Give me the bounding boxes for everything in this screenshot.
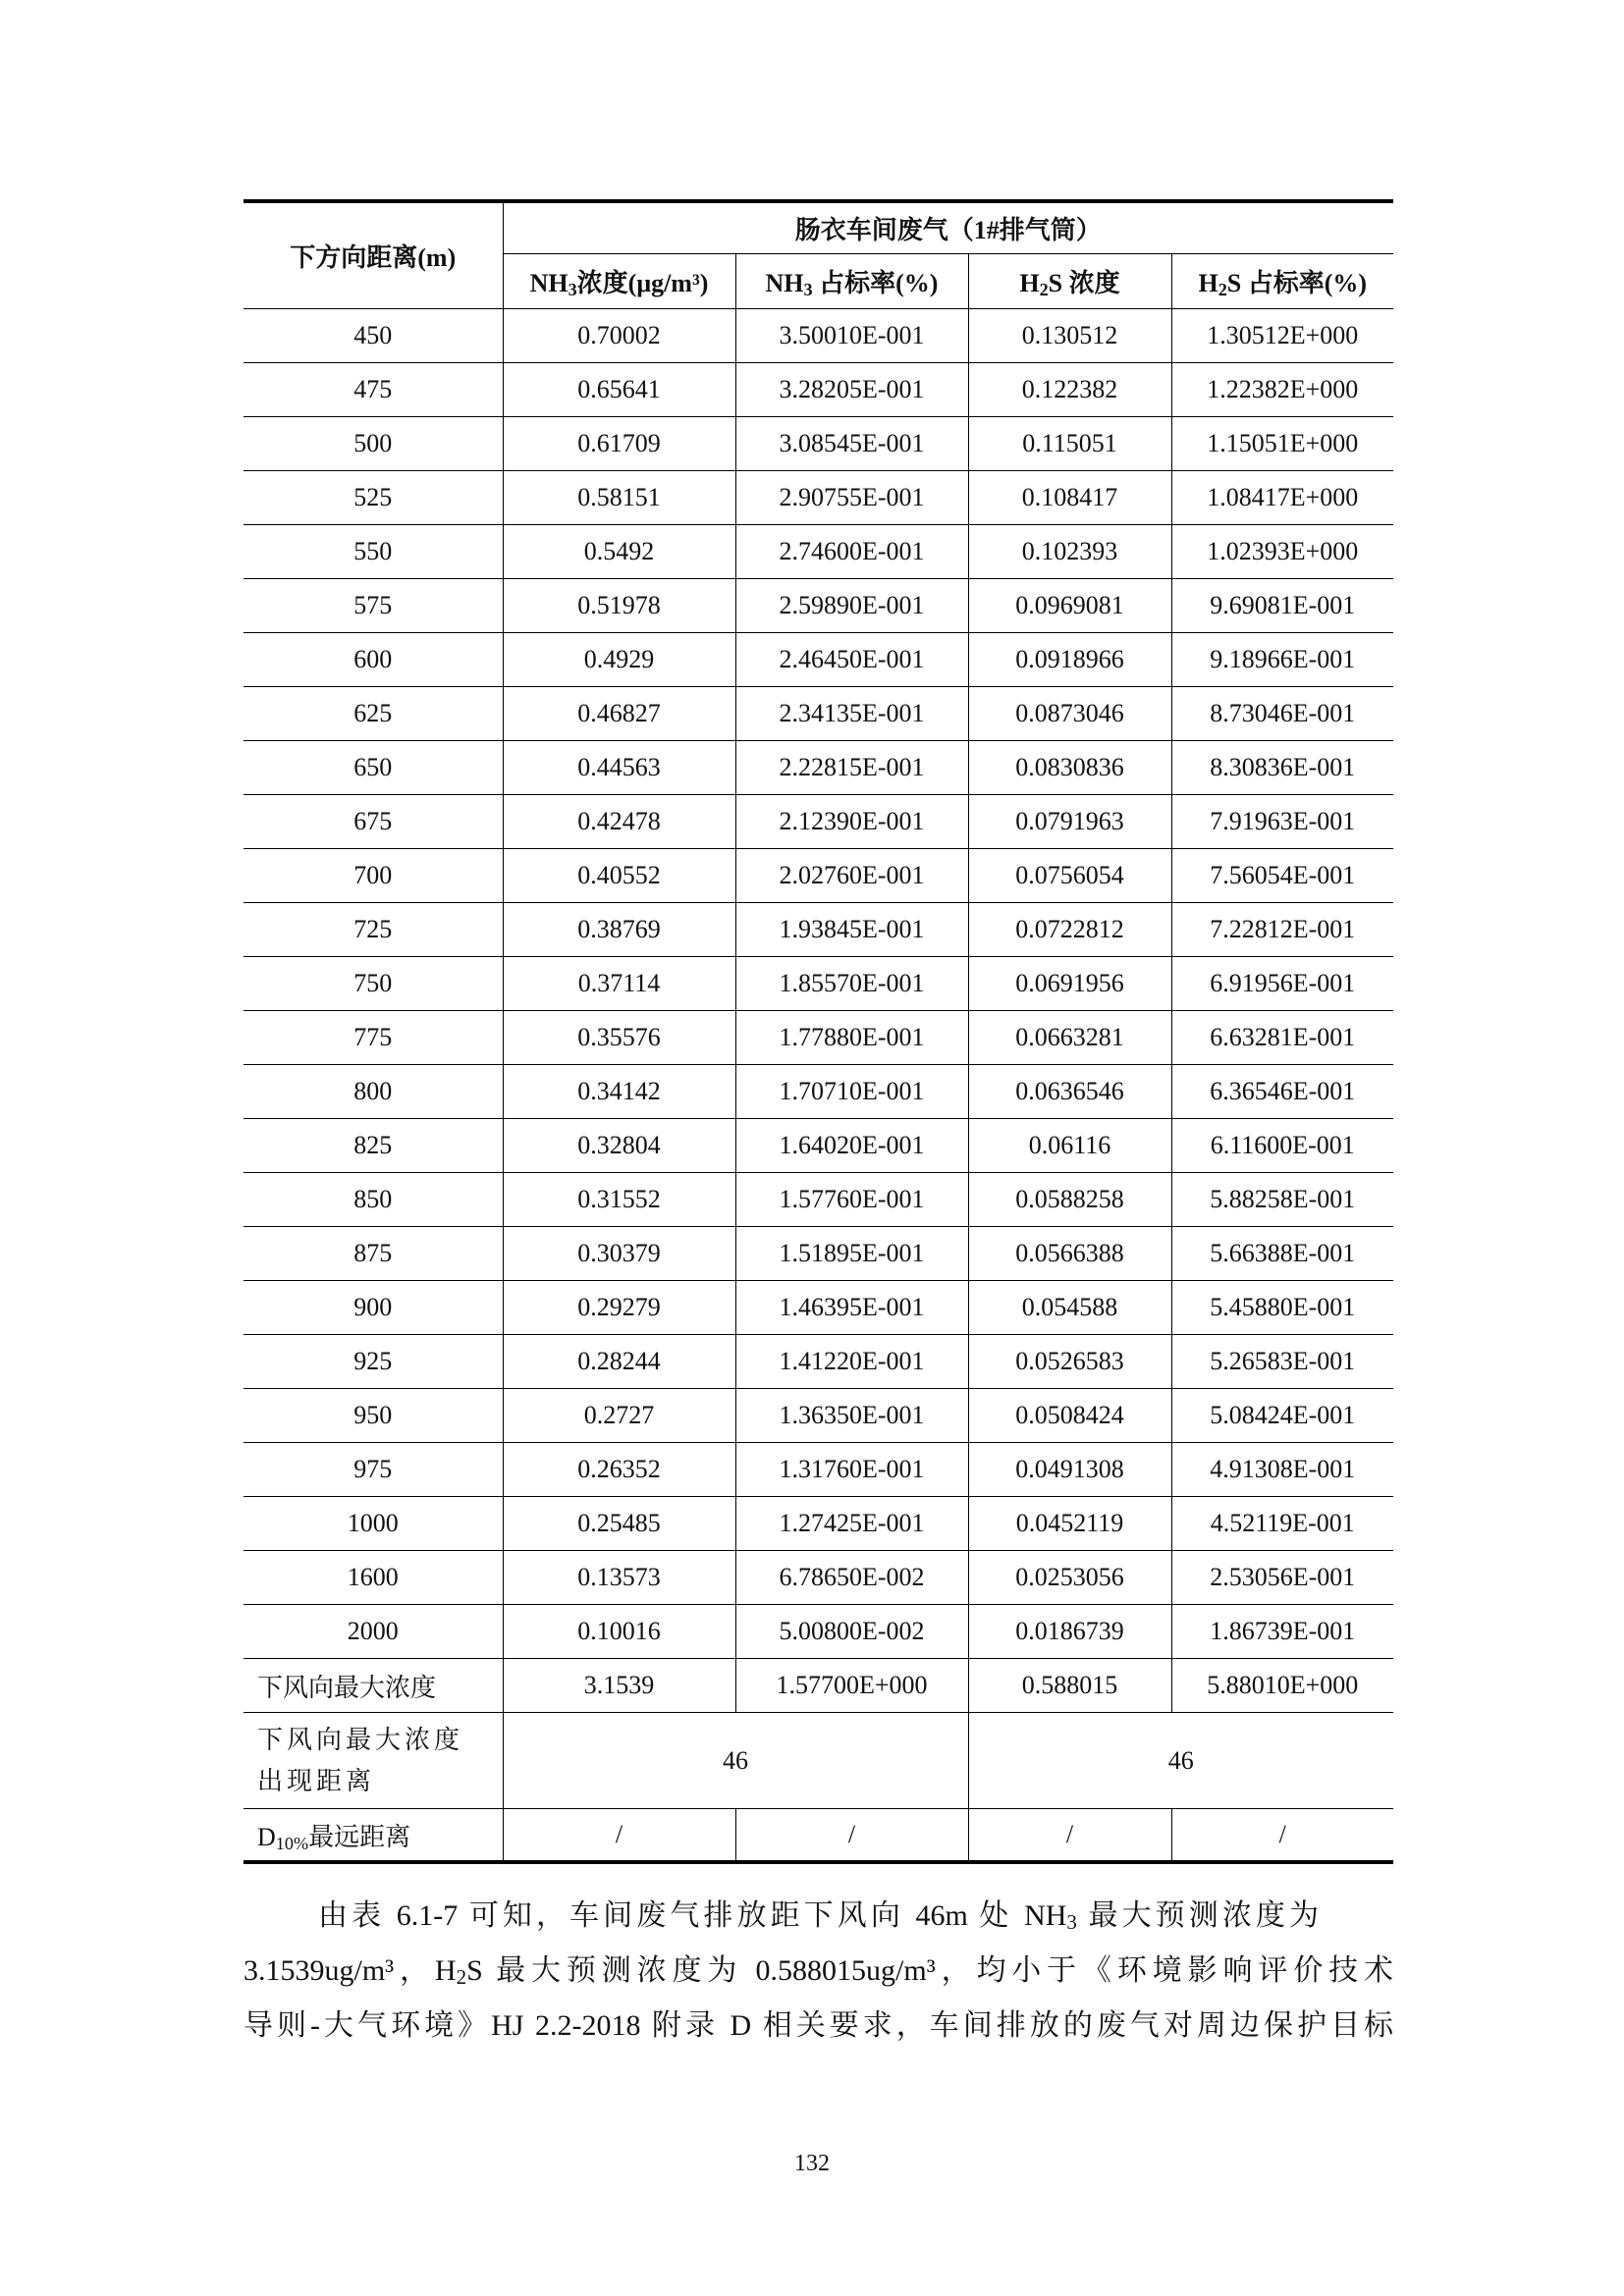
table-row — [244, 1389, 1393, 1443]
h2s-rate-cell: 6.91956E-001 — [1171, 957, 1393, 1011]
distance-cell: 975 — [244, 1443, 503, 1497]
nh3-concentration-cell: 0.32804 — [503, 1119, 735, 1173]
h2s-concentration-cell: 0.0186739 — [968, 1605, 1171, 1659]
h2s-concentration-cell: 0.122382 — [968, 363, 1171, 417]
nh3-concentration-cell: 0.51978 — [503, 579, 735, 633]
h2s-concentration-cell: 0.0526583 — [968, 1335, 1171, 1389]
nh3-concentration-cell: 0.10016 — [503, 1605, 735, 1659]
table-row — [244, 849, 1393, 903]
nh3-concentration-cell: 0.65641 — [503, 363, 735, 417]
nh3-concentration-cell: 0.40552 — [503, 849, 735, 903]
nh3-concentration-cell: 0.25485 — [503, 1497, 735, 1551]
nh3-concentration-cell: 0.42478 — [503, 795, 735, 849]
h2s-rate-cell: 2.53056E-001 — [1171, 1551, 1393, 1605]
header-h2s-rate: $H_2S$ 占标率(%) — [1171, 254, 1393, 309]
max-distance-label: 下风向最大浓度 出现距离 — [244, 1713, 503, 1809]
h2s-concentration-cell: 0.102393 — [968, 525, 1171, 579]
h2s-rate-cell: 6.36546E-001 — [1171, 1065, 1393, 1119]
h2s-rate-cell: 1.22382E+000 — [1171, 363, 1393, 417]
h2s-rate-cell: 1.86739E-001 — [1171, 1605, 1393, 1659]
h2s-concentration-cell: 0.0691956 — [968, 957, 1171, 1011]
nh3-concentration-cell: 0.13573 — [503, 1551, 735, 1605]
h2s-concentration-cell: 0.0491308 — [968, 1443, 1171, 1497]
distance-cell: 625 — [244, 687, 503, 741]
h2s-rate-cell: 5.66388E-001 — [1171, 1227, 1393, 1281]
h2s-rate-cell: 8.73046E-001 — [1171, 687, 1393, 741]
nh3-rate-cell: 2.90755E-001 — [735, 471, 968, 525]
h2s-concentration-cell: 0.0452119 — [968, 1497, 1171, 1551]
header-nh3-rate: $NH_3$ 占标率(%) — [735, 254, 968, 309]
h2s-concentration-cell: 0.0756054 — [968, 849, 1171, 903]
concentration-table — [244, 199, 1393, 1864]
h2s-rate-cell: 4.91308E-001 — [1171, 1443, 1393, 1497]
d10-nh3-rate: / — [735, 1809, 968, 1863]
table-row — [244, 903, 1393, 957]
header-h2s-concentration: $H_2S$ 浓度 — [968, 254, 1171, 309]
d10-nh3-concentration: / — [503, 1809, 735, 1863]
nh3-rate-cell: 2.59890E-001 — [735, 579, 968, 633]
nh3-concentration-cell: 0.28244 — [503, 1335, 735, 1389]
table-row — [244, 1605, 1393, 1659]
nh3-concentration-cell: 0.46827 — [503, 687, 735, 741]
nh3-concentration-cell: 0.44563 — [503, 741, 735, 795]
table-row — [244, 1227, 1393, 1281]
distance-cell: 550 — [244, 525, 503, 579]
table-row — [244, 1173, 1393, 1227]
max-distance-nh3: 46 — [503, 1713, 968, 1809]
nh3-concentration-cell: 0.26352 — [503, 1443, 735, 1497]
h2s-concentration-cell: 0.06116 — [968, 1119, 1171, 1173]
nh3-rate-cell: 2.12390E-001 — [735, 795, 968, 849]
table-row — [244, 1443, 1393, 1497]
nh3-rate-cell: 1.31760E-001 — [735, 1443, 968, 1497]
max-nh3-concentration: 3.1539 — [503, 1659, 735, 1713]
h2s-concentration-cell: 0.130512 — [968, 309, 1171, 363]
table-row — [244, 579, 1393, 633]
table-row — [244, 633, 1393, 687]
h2s-rate-cell: 1.30512E+000 — [1171, 309, 1393, 363]
page-number: 132 — [794, 2151, 830, 2176]
table-row-d10 — [244, 1809, 1393, 1863]
distance-cell: 775 — [244, 1011, 503, 1065]
distance-cell: 725 — [244, 903, 503, 957]
distance-cell: 1600 — [244, 1551, 503, 1605]
table-row — [244, 1551, 1393, 1605]
table-row — [244, 309, 1393, 363]
h2s-rate-cell: 1.08417E+000 — [1171, 471, 1393, 525]
nh3-rate-cell: 1.36350E-001 — [735, 1389, 968, 1443]
h2s-rate-cell: 6.11600E-001 — [1171, 1119, 1393, 1173]
nh3-rate-cell: 1.70710E-001 — [735, 1065, 968, 1119]
h2s-concentration-cell: 0.0253056 — [968, 1551, 1171, 1605]
nh3-rate-cell: 1.64020E-001 — [735, 1119, 968, 1173]
h2s-concentration-cell: 0.0588258 — [968, 1173, 1171, 1227]
nh3-rate-cell: 1.27425E-001 — [735, 1497, 968, 1551]
h2s-rate-cell: 1.02393E+000 — [1171, 525, 1393, 579]
table-row — [244, 471, 1393, 525]
nh3-concentration-cell: 0.58151 — [503, 471, 735, 525]
h2s-rate-cell: 6.63281E-001 — [1171, 1011, 1393, 1065]
h2s-rate-cell: 1.15051E+000 — [1171, 417, 1393, 471]
paragraph-line-3: 导则-大气环境》HJ 2.2-2018 附录 D 相关要求，车间排放的废气对周边保护目标 — [244, 2009, 1393, 2042]
distance-cell: 1000 — [244, 1497, 503, 1551]
table-row — [244, 1335, 1393, 1389]
nh3-rate-cell: 1.51895E-001 — [735, 1227, 968, 1281]
header-nh3-concentration: $NH_3$浓度(μg/m³) — [503, 254, 735, 309]
max-h2s-concentration: 0.588015 — [968, 1659, 1171, 1713]
nh3-rate-cell: 1.46395E-001 — [735, 1281, 968, 1335]
nh3-rate-cell: 1.85570E-001 — [735, 957, 968, 1011]
h2s-concentration-cell: 0.0722812 — [968, 903, 1171, 957]
distance-cell: 800 — [244, 1065, 503, 1119]
h2s-rate-cell: 7.22812E-001 — [1171, 903, 1393, 957]
h2s-rate-cell: 5.08424E-001 — [1171, 1389, 1393, 1443]
nh3-rate-cell: 6.78650E-002 — [735, 1551, 968, 1605]
nh3-rate-cell: 1.57760E-001 — [735, 1173, 968, 1227]
nh3-rate-cell: 2.34135E-001 — [735, 687, 968, 741]
distance-cell: 900 — [244, 1281, 503, 1335]
nh3-rate-cell: 2.02760E-001 — [735, 849, 968, 903]
table-row — [244, 1065, 1393, 1119]
distance-cell: 475 — [244, 363, 503, 417]
table-row — [244, 1281, 1393, 1335]
h2s-concentration-cell: 0.108417 — [968, 471, 1171, 525]
h2s-rate-cell: 7.91963E-001 — [1171, 795, 1393, 849]
h2s-rate-cell: 5.45880E-001 — [1171, 1281, 1393, 1335]
h2s-concentration-cell: 0.0830836 — [968, 741, 1171, 795]
table-row — [244, 687, 1393, 741]
nh3-rate-cell: 5.00800E-002 — [735, 1605, 968, 1659]
distance-cell: 750 — [244, 957, 503, 1011]
table-row — [244, 741, 1393, 795]
nh3-concentration-cell: 0.4929 — [503, 633, 735, 687]
table-row — [244, 1011, 1393, 1065]
distance-cell: 700 — [244, 849, 503, 903]
table-row — [244, 957, 1393, 1011]
table-row — [244, 1497, 1393, 1551]
d10-h2s-concentration: / — [968, 1809, 1171, 1863]
distance-cell: 825 — [244, 1119, 503, 1173]
distance-cell: 600 — [244, 633, 503, 687]
nh3-concentration-cell: 0.35576 — [503, 1011, 735, 1065]
distance-cell: 675 — [244, 795, 503, 849]
distance-cell: 450 — [244, 309, 503, 363]
h2s-concentration-cell: 0.054588 — [968, 1281, 1171, 1335]
nh3-rate-cell: 1.41220E-001 — [735, 1335, 968, 1389]
header-distance: 下方向距离(m) — [244, 201, 503, 309]
h2s-rate-cell: 5.88258E-001 — [1171, 1173, 1393, 1227]
paragraph-line-2: 3.1539ug/m³，$H_2S$ 最大预测浓度为 0.588015ug/m³，均小于《环境影响评价技术 — [244, 1954, 1393, 1989]
distance-cell: 950 — [244, 1389, 503, 1443]
max-h2s-rate: 5.88010E+000 — [1171, 1659, 1393, 1713]
distance-cell: 850 — [244, 1173, 503, 1227]
nh3-concentration-cell: 0.29279 — [503, 1281, 735, 1335]
h2s-rate-cell: 9.18966E-001 — [1171, 633, 1393, 687]
max-concentration-label: 下风向最大浓度 — [244, 1659, 503, 1713]
nh3-concentration-cell: 0.31552 — [503, 1173, 735, 1227]
h2s-concentration-cell: 0.0508424 — [968, 1389, 1171, 1443]
table-row — [244, 1119, 1393, 1173]
distance-cell: 500 — [244, 417, 503, 471]
table-row-max-distance — [244, 1713, 1393, 1809]
header-group: 肠衣车间废气（1#排气筒） — [503, 201, 1393, 254]
nh3-concentration-cell: 0.2727 — [503, 1389, 735, 1443]
distance-cell: 575 — [244, 579, 503, 633]
h2s-rate-cell: 9.69081E-001 — [1171, 579, 1393, 633]
h2s-rate-cell: 5.26583E-001 — [1171, 1335, 1393, 1389]
distance-cell: 925 — [244, 1335, 503, 1389]
h2s-rate-cell: 7.56054E-001 — [1171, 849, 1393, 903]
nh3-concentration-cell: 0.38769 — [503, 903, 735, 957]
nh3-concentration-cell: 0.61709 — [503, 417, 735, 471]
h2s-concentration-cell: 0.115051 — [968, 417, 1171, 471]
nh3-rate-cell: 3.08545E-001 — [735, 417, 968, 471]
table-row — [244, 363, 1393, 417]
h2s-concentration-cell: 0.0791963 — [968, 795, 1171, 849]
max-distance-h2s: 46 — [968, 1713, 1393, 1809]
nh3-concentration-cell: 0.70002 — [503, 309, 735, 363]
nh3-rate-cell: 2.46450E-001 — [735, 633, 968, 687]
nh3-concentration-cell: 0.34142 — [503, 1065, 735, 1119]
distance-cell: 875 — [244, 1227, 503, 1281]
h2s-rate-cell: 4.52119E-001 — [1171, 1497, 1393, 1551]
nh3-rate-cell: 1.77880E-001 — [735, 1011, 968, 1065]
distance-cell: 525 — [244, 471, 503, 525]
h2s-concentration-cell: 0.0663281 — [968, 1011, 1171, 1065]
nh3-concentration-cell: 0.30379 — [503, 1227, 735, 1281]
h2s-concentration-cell: 0.0918966 — [968, 633, 1171, 687]
d10-h2s-rate: / — [1171, 1809, 1393, 1863]
h2s-concentration-cell: 0.0873046 — [968, 687, 1171, 741]
nh3-concentration-cell: 0.37114 — [503, 957, 735, 1011]
nh3-rate-cell: 2.74600E-001 — [735, 525, 968, 579]
table-row — [244, 417, 1393, 471]
table-body — [244, 309, 1393, 1863]
table-row-max-concentration — [244, 1659, 1393, 1713]
nh3-rate-cell: 2.22815E-001 — [735, 741, 968, 795]
distance-cell: 650 — [244, 741, 503, 795]
nh3-concentration-cell: 0.5492 — [503, 525, 735, 579]
d10-label: $D_{10\%}$最远距离 — [244, 1809, 503, 1863]
nh3-rate-cell: 1.93845E-001 — [735, 903, 968, 957]
distance-cell: 2000 — [244, 1605, 503, 1659]
table-row — [244, 525, 1393, 579]
h2s-concentration-cell: 0.0636546 — [968, 1065, 1171, 1119]
table-row — [244, 795, 1393, 849]
h2s-concentration-cell: 0.0969081 — [968, 579, 1171, 633]
max-nh3-rate: 1.57700E+000 — [735, 1659, 968, 1713]
h2s-rate-cell: 8.30836E-001 — [1171, 741, 1393, 795]
nh3-rate-cell: 3.50010E-001 — [735, 309, 968, 363]
h2s-concentration-cell: 0.0566388 — [968, 1227, 1171, 1281]
paragraph-line-1: 由表 6.1-7 可知，车间废气排放距下风向 46m 处 $NH_3$ 最大预测浓度为 — [318, 1899, 1320, 1934]
nh3-rate-cell: 3.28205E-001 — [735, 363, 968, 417]
